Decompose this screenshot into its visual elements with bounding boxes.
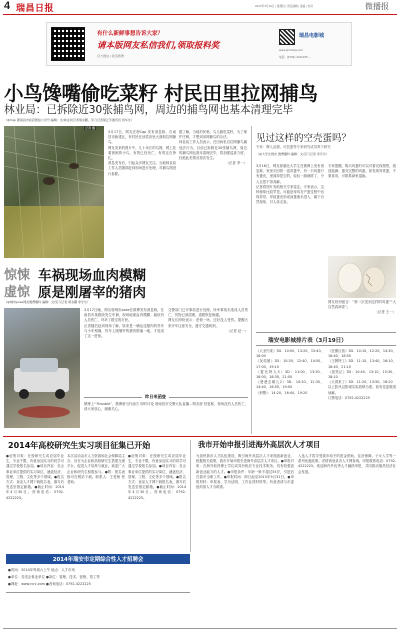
empty-egg-photo — [328, 256, 396, 298]
right-article-col-1 — [256, 164, 324, 324]
article-2-para: 3月17日晚，网友@城市pose在微博发布消息称，在南昌市某路段发生车祸，现场地面血肉模糊，疑似有人员伤亡，吓坏了路过的市民。 — [84, 308, 164, 323]
ad-url: www.jxrcdaily.com — [279, 49, 303, 52]
movie-listing: 《捉妖记》3D：10:40、13:10、15:30、18:10 — [328, 369, 396, 380]
article-1-col-1 — [108, 130, 176, 258]
column-divider — [251, 126, 252, 434]
article-1-col-2 — [179, 130, 247, 258]
job-fair-line-3: ●网址：www.rcrc.com ●咨询电话：0792-4222225 — [8, 582, 91, 586]
ad-line-1: 有什么新鲜事想告诉大家？ — [97, 31, 164, 37]
section-name: 微播报 — [365, 2, 389, 11]
job-fair-line-1: ●时间：2014年每周六上午 地点：人才市场 — [8, 568, 75, 572]
ad-sub: 官方微信 | 新浪微博 — [97, 54, 124, 58]
page-number: 4 — [4, 0, 11, 12]
article-2-col-2 — [168, 308, 248, 388]
movie-col-2 — [328, 349, 396, 431]
qr-code-icon-2 — [279, 29, 295, 45]
ad-brand: 瑞昌电影城 — [299, 33, 325, 39]
right-article-sign: （记者 王一） — [374, 310, 396, 315]
photo-caption-1: 记者 摄 — [85, 126, 95, 130]
bottom-left-col-2: 本次活动由市人力资源和社会保障局主办，旨在为企业和高校研究生搭建交流平台，促进人才培养与就业。欢迎广大企业和研究生积极参与。●附：报名表格可在网站下载。联系人：王老师 张老师。 — [67, 454, 125, 485]
ad-tel: 电话：(0792) 4222225 ... — [279, 56, 312, 59]
paper-name: 瑞昌日报 — [16, 4, 55, 14]
reporter-note-body: 微博上“7trouble”，微博@当代南方 即时评论 @南昌市交警大队直播…网友@ 回复称，现场没有人员伤亡，请大家放心，谢谢关心。 — [84, 402, 248, 412]
bottom-right-col-2: 入选人才将享受我市给予的资金资助、住房保障、子女入学等一系列优惠政策。详情请登录市人才网查询。申报联系电话：0792-4222225。欢迎海内外优秀人才踊跃申报，共同推动瑞昌经济社会发展。 — [298, 454, 396, 474]
right-article-para: 3月16日，网友@湖北大学生在微博上发布消息称，家里买回的一盒鸡蛋中，有一只鸡蛋只有蛋壳，里面却是空的，轻轻一敲就碎了，令人百思不得其解。 — [256, 164, 324, 184]
right-article-title: 见过这样的空壳蛋吗？ — [256, 133, 352, 144]
car-accident-photo — [4, 308, 80, 428]
movie-schedule-title: 瑞安电影城排片表（3月19日） — [268, 338, 347, 344]
job-fair-line-2: ●单位：各类企事业单位 ●岗位：管理、技术、营销、普工等 — [8, 575, 100, 579]
article-2-sign: （记者 赵一） — [226, 328, 248, 333]
bottom-right-col-1: 为加快我市人才队伍建设，吸引海外高层次人才来瑞创新创业，根据相关政策，我市开始申报引进海外高层次人才项目。●申报对象：在海外取得博士学位或具有相应专业技术职务，具有较强创新创业能力的人才。●申报条件：年龄一般不超过55岁，引进后在我市全职工作。●申报时间：即日起至2015年5月31日。●申报材料：申报表、学历证明、工作业绩材料等。有意者请与市委组织部人才办联系。 — [196, 454, 294, 490]
date-line: 2015年3月19日 | 星期四 | 责任编辑 | 美编 | 校对 — [255, 5, 313, 8]
article-1-para: 林业局工作人员表示，在田间私自拉网捕鸟属违法行为，目前已拆除近30张捕鸟网，周边的捕鸟网也基本清理完毕，将加强巡查力度，杜绝此类情况再次发生。 — [179, 140, 247, 161]
article-1-para: 据了解，当地村民称，鸟儿偷吃菜籽，为了保护庄稼，才想到用网捕鸟的办法。 — [179, 130, 247, 140]
movie-listing: 《爸爸去哪儿2》3D：10:20、12:30、14:40、16:50、19:00 — [256, 380, 324, 390]
bottom-divider — [190, 440, 191, 552]
ad-line-2: 请本版网友私信我们,领取报料奖 — [97, 41, 220, 51]
byline-1: （@Cqp 据南昌市政府微信公众号·编辑：文/林业局记者胡永鹏，见习记者胡正芳通讯员 刘华生） — [4, 118, 134, 122]
headline-1: 小鸟馋嘴偷吃菜籽 村民田里拉网捕鸟 — [4, 82, 318, 105]
byline-2: （@城市pose网友微博爆料·编辑：文/见习记者 胡永鹏 李乐乐） — [4, 300, 91, 304]
movie-listing: 《狂暴巨兽》3D：10:10、12:20、14:30、16:40、18:50 — [328, 349, 396, 359]
bird-net-photo — [4, 126, 104, 258]
right-article-col-2b — [328, 300, 396, 326]
article-1-para: 3月17日，网友在@Cqp 发布消息称，在南昌市新建区，有村民在油菜田里大面积拉网捕鸟， — [108, 130, 176, 145]
reporter-note-title: 昨日来函登 — [142, 394, 169, 400]
bottom-right-title: 我市开始申报引进海外高层次人才项目 — [198, 440, 321, 449]
movie-note: 以上影讯以影城实际放映为准，如有变更敬请谅解。 — [328, 385, 396, 395]
right-article-para: 网友纷纷留言：“第一次见到这样的鸡蛋”“大自然真神奇”。 — [328, 300, 396, 310]
movie-listing: 《王牌特工》3D：11:10、13:40、16:10、18:40、21:10 — [328, 359, 396, 369]
article-2-para: 记者随后赶到现场了解，原来是一辆运送猪肉的货车与小车相撞，货车上刚屠宰的猪肉散落一地，才造成了这一虚惊。 — [84, 323, 164, 339]
movie-col-1 — [256, 349, 324, 431]
right-article-para: 记者将图片发给相关专家鉴定。专家表示，这种现象比较罕见，可能是母鸡在产蛋过程中出现异常，导致蛋壳形成而蛋液未进入，属于自然现象，对人体无害。 — [256, 184, 324, 205]
right-article-col-2 — [328, 164, 396, 254]
movie-listing: 《大湾来了》3D：11:20、13:50、16:20 — [328, 380, 393, 385]
movie-listing: 《霍比特人3》3D：11:00、13:30、16:00、18:30、21:00 — [256, 369, 324, 380]
bottom-left-title: 2014年高校研究生实习项目征集已开始 — [8, 441, 151, 450]
movie-phone: 订票电话：0792-4222225 — [328, 395, 370, 400]
right-article-byline: （@大学生网友 微博爆料·编辑：文/见习记者 李乐乐） — [256, 152, 329, 156]
bottom-left-col-1: ●征集对象：在校研究生或应届毕业生，专业不限，有意参加实习的同学可通过学校报名参加。●项目内容：各企事业单位提供的实习岗位，涵盖经济、管理、工程、文化等多个领域。●报名方式：登录人才网下载报名表，填写后发送至指定邮箱。●截止时间：2014年4月30日。咨询电话：0792-4222225。 — [6, 454, 64, 500]
subheadline-1: 林业局：已拆除近30张捕鸟网，周边的捕鸟网也基本清理完毕 — [4, 104, 293, 116]
article-2-para: 网友们纷纷表示：虚惊一场，还好没人受伤。提醒大家开车注意安全，遵守交通规则。 — [168, 318, 248, 328]
right-article-subtitle: 专家：摩人品德，可放蛋等专家研究或饲养下研究 — [256, 145, 331, 149]
page-header — [0, 0, 400, 14]
headline-2-line-2: 原是刚屠宰的猪肉 — [38, 285, 146, 301]
header-rule — [3, 14, 397, 15]
bottom-left-col-3: ●征集对象：在校研究生或应届毕业生，专业不限，有意参加实习的同学可通过学校报名参加。●项目内容：各企事业单位提供的实习岗位，涵盖经济、管理、工程、文化等多个领域。●报名方式：登录人才网下载报名表，填写后发送至指定邮箱。●截止时间：2014年4月30日。咨询电话：0792-4222225。 — [128, 454, 186, 500]
movie-listing: 《刑警》：14:20、16:40、19:20 — [256, 390, 308, 395]
article-1-para: 消息发布后，引起众多网友关注。当地林业局工作人员随即赶到现场进行处理，对捕鸟网进行拆除。 — [108, 161, 176, 176]
qr-code-icon — [51, 27, 85, 61]
article-1-sign: （记者 李一） — [225, 161, 247, 166]
job-fair-title: 2014年瑞安市定期综合性人才招聘会 — [52, 557, 144, 563]
job-fair-banner — [6, 554, 190, 564]
bottom-rule — [3, 436, 397, 437]
movie-listing: 《灰姑娘》3D：10:30、12:40、14:50、17:00、19:10 — [256, 359, 324, 369]
right-article-para: 专家提醒，购买鸡蛋时可以对着光线观察，挑选饱满、蛋壳完整的鸡蛋。如发现异常蛋，不要食用，可联系商家退换。 — [328, 164, 396, 179]
article-1-para: 网友发来的图片中，几十米长的鸟网，网上挂着被困的小鸟，有的已经死亡，有的还在挣扎。 — [108, 145, 176, 161]
movie-listing: 《大圣归来》3D：10:00、13:20、15:40、18:00 — [256, 349, 324, 359]
reporter-note-box — [84, 394, 248, 432]
kicker-1: 惊悚 — [4, 268, 31, 283]
top-ad — [46, 22, 352, 66]
article-2-para: 交警部门已对事故进行处理，所幸事故未造成人员伤亡，货物已被清理，道路恢复畅通。 — [168, 308, 248, 318]
headline-2-line-1: 车祸现场血肉模糊 — [38, 268, 146, 284]
kicker-2: 虚惊 — [4, 285, 31, 300]
